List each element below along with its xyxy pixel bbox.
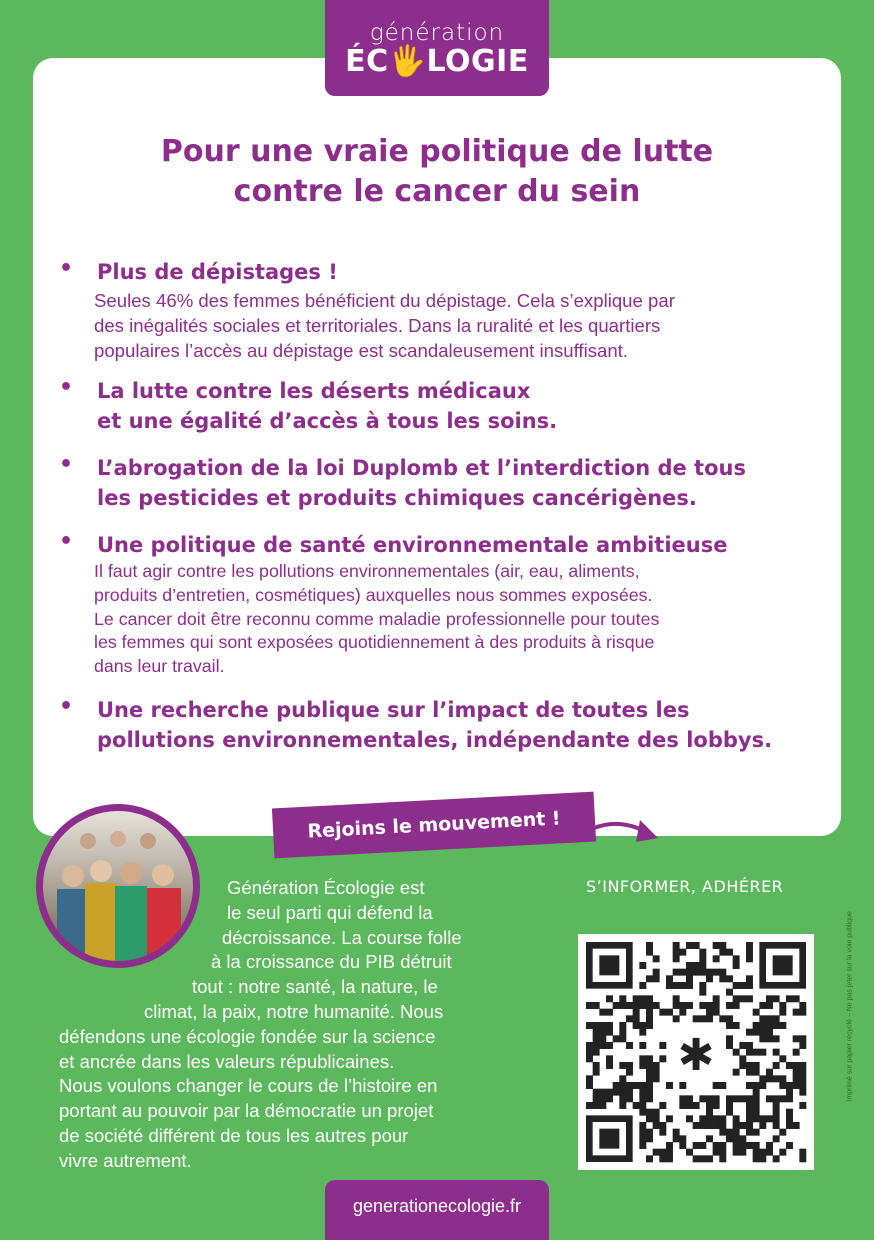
bullet-text-line: les femmes qui sont exposées quotidiennement à des produits à risque — [94, 632, 655, 653]
party-description — [59, 876, 549, 1174]
description-line: vivre autrement. — [59, 1149, 192, 1171]
bullet-heading — [97, 376, 827, 436]
svg-text:✱: ✱ — [677, 1030, 715, 1081]
bullet-heading-line: les pesticides et produits chimiques cancérigènes. — [97, 486, 697, 510]
bullet-heading-line: La lutte contre les déserts médicaux — [97, 379, 531, 403]
bullet-heading-line: pollutions environnementales, indépendante des lobbys. — [97, 728, 773, 752]
description-line: tout : notre santé, la nature, le — [192, 976, 438, 998]
bullet-item — [59, 452, 827, 513]
bullet-dot: • — [59, 256, 74, 281]
bullet-heading-line: et une égalité d’accès à tous les soins. — [97, 409, 558, 433]
bullet-text — [94, 288, 827, 363]
bullet-dot: • — [59, 375, 74, 400]
logo-line-1: génération — [369, 20, 505, 46]
bullet-text-line: dans leur travail. — [94, 656, 225, 677]
description-line: Génération Écologie est — [227, 877, 425, 898]
title-line: contre le cancer du sein — [233, 174, 641, 209]
website-link[interactable]: generationecologie.fr — [325, 1180, 549, 1240]
arrow-icon — [590, 812, 662, 852]
bullet-text-line: produits d’entretien, cosmétiques) auxquelles nous sommes exposées. — [94, 584, 653, 605]
bullet-heading — [97, 530, 827, 560]
bullet-heading — [97, 695, 827, 755]
bullet-heading-line: Une politique de santé environnementale ambitieuse — [97, 533, 728, 557]
bullet-text-line: Le cancer doit être reconnu comme maladie professionnelle pour toutes — [94, 608, 660, 629]
bullet-heading-line: L’abrogation de la loi Duplomb et l’interdiction de tous — [97, 456, 746, 480]
description-line: climat, la paix, notre humanité. Nous — [144, 1000, 444, 1022]
bullet-heading-line: Une recherche publique sur l’impact de toutes les — [97, 698, 690, 722]
description-line: à la croissance du PIB détruit — [211, 951, 452, 973]
description-line: le seul parti qui défend la — [227, 901, 433, 923]
bullet-item — [59, 529, 827, 679]
bullet-heading — [97, 257, 827, 287]
bullet-text-line: populaires l’accès au dépistage est scandaleusement insuffisant. — [94, 340, 629, 361]
bullet-heading-line: Plus de dépistages ! — [97, 260, 338, 284]
bullet-dot: • — [59, 694, 74, 719]
description-line: et ancrée dans les valeurs républicaines. — [59, 1050, 395, 1072]
description-line: décroissance. La course folle — [222, 926, 462, 948]
logo-line-2: ÉC🖐LOGIE — [345, 44, 529, 79]
bullet-item — [59, 694, 827, 755]
description-line: défendons une écologie fondée sur la science — [59, 1025, 436, 1047]
bullet-text-line: des inégalités sociales et territoriales. Dans la ruralité et les quartiers — [94, 315, 661, 336]
join-banner[interactable]: Rejoins le mouvement ! — [272, 792, 596, 859]
bullet-item — [59, 375, 827, 436]
title-line: Pour une vraie politique de lutte — [160, 134, 714, 169]
bullet-item — [59, 256, 827, 363]
bullet-dot: • — [59, 452, 74, 477]
qr-code[interactable] — [578, 934, 814, 1170]
logo[interactable] — [325, 0, 549, 96]
description-line: portant au pouvoir par la démocratie un projet — [59, 1100, 434, 1122]
bullet-text-line: Il faut agir contre les pollutions environnementales (air, eau, aliments, — [94, 561, 640, 581]
bullet-heading — [97, 453, 827, 513]
description-line: Nous voulons changer le cours de l’histoire en — [59, 1075, 438, 1097]
bullet-dot: • — [59, 529, 74, 554]
vertical-note: Imprimé sur papier recyclé – Ne pas jeter sur la voie publique — [846, 911, 854, 1102]
qr-code-image — [578, 934, 814, 1170]
description-line: de société différent de tous les autres pour — [59, 1124, 409, 1146]
page-title — [33, 132, 841, 212]
bullet-text — [94, 560, 827, 679]
bullet-text-line: Seules 46% des femmes bénéficient du dépistage. Cela s’explique par — [94, 290, 675, 311]
qr-label: S’INFORMER, ADHÉRER — [586, 877, 784, 896]
